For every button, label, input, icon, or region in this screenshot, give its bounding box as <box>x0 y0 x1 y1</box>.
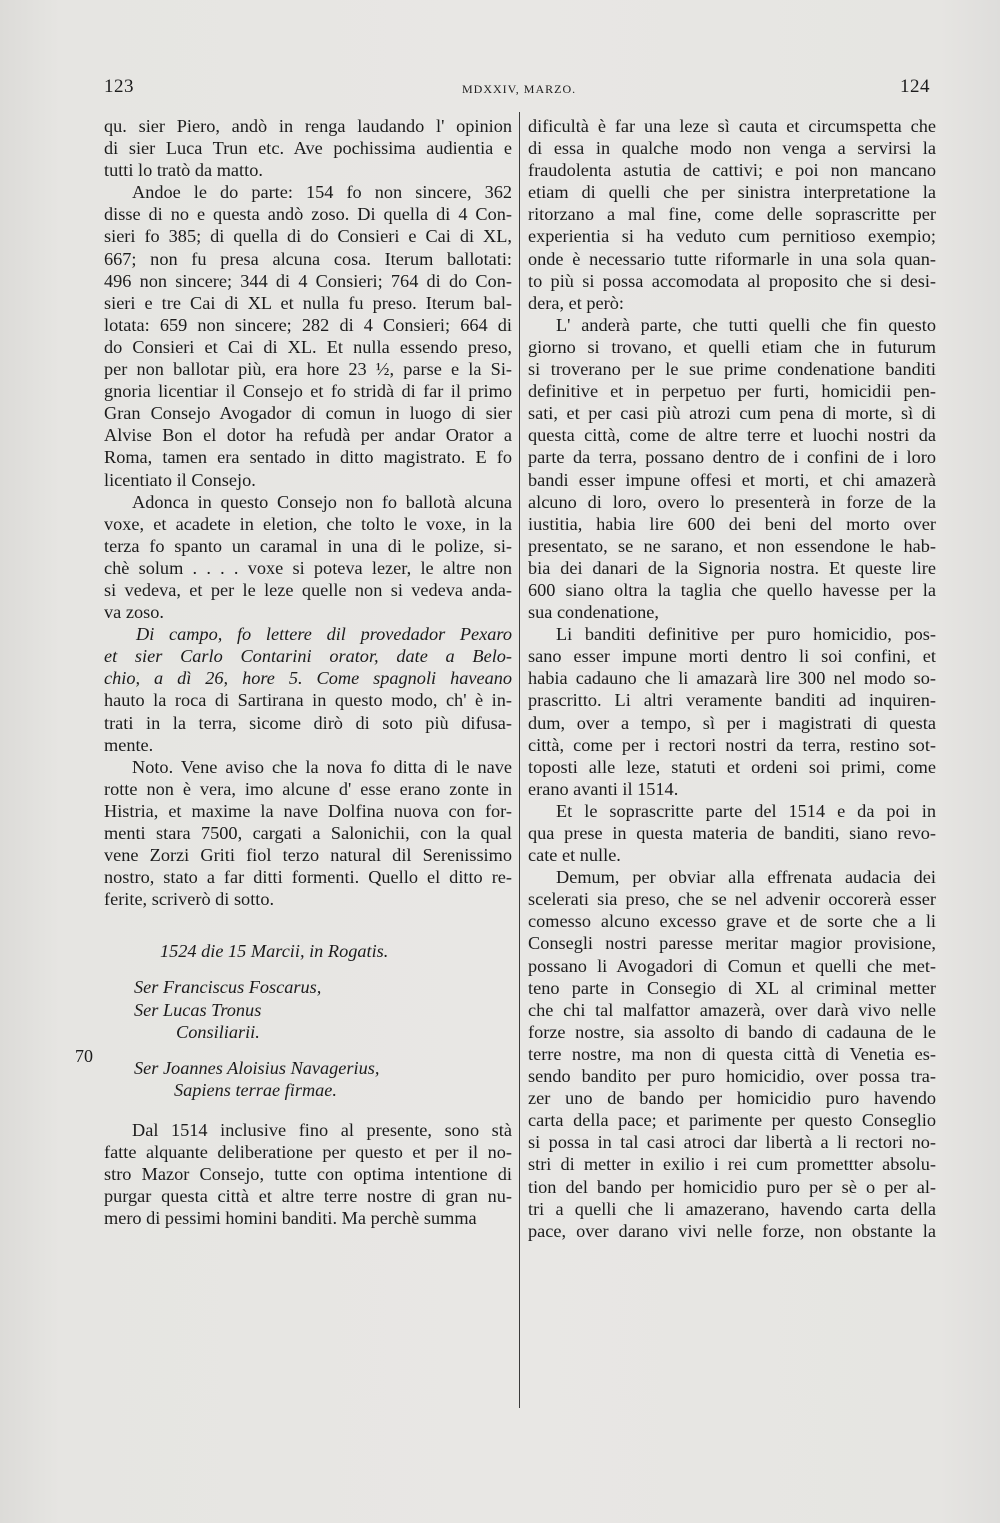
right-column-line: L' anderà parte, che tutti quelli che fin questo <box>556 314 936 335</box>
right-column-line: possano li Avogadori di Comun et quelli che met- <box>528 955 936 976</box>
left-column-line: Histria, et maxime la nave Dolfina nuova con for- <box>104 800 512 821</box>
right-column-line: dera, et però: <box>528 292 624 313</box>
right-column-line: scelerati sia preso, che se nel advenir occorerà esser <box>528 889 936 910</box>
left-column-line: Di campo, fo lettere dil provedador Pexaro <box>136 624 512 645</box>
right-column-line: Et le soprascritte parte del 1514 e da poi in <box>556 800 936 821</box>
left-column-line: hauto la roca di Sartirana in questo modo, ch' è in- <box>104 690 512 711</box>
left-column-line: Sapiens terrae firmae. <box>174 1079 337 1100</box>
right-column-line: etiam di quelli che per sinistra interpretatione la <box>528 182 936 203</box>
right-column-line: si troverano per le sue prime condenatione banditi <box>528 359 936 380</box>
page-number-left: 123 <box>104 76 134 97</box>
right-column-line: fraudolenta astutia de cattivi; e poi non mancano <box>528 160 936 181</box>
left-column-line: Adonca in questo Consejo non fo ballotà alcuna <box>132 491 512 512</box>
right-column-line: to più si possa accomodata al proposito che si desi- <box>528 270 936 291</box>
left-column-line: Roma, tamen era sentado in ditto magistrato. E fo <box>104 447 512 468</box>
left-column-line: lotata: 659 non sincere; 282 di 4 Consieri; 664 di <box>104 314 512 335</box>
left-column-line: chio, a dì 26, hore 5. Come spagnoli haveano <box>104 668 512 689</box>
left-column-line: 496 non sincere; 344 di 4 Consieri; 764 di do Con- <box>104 270 512 291</box>
right-column-line: 600 siano oltra la taglia che quello havesse per la <box>528 579 936 600</box>
left-column-line: disse di no e questa andò zoso. Di quella di 4 Con- <box>104 204 512 225</box>
left-column-line: terza fo spanto un caramal in una di le polize, si- <box>104 535 512 556</box>
right-column-line: zer uno de bando per homicidio puro havendo <box>528 1088 936 1109</box>
right-column-line: stri di metter in exilio i rei cum promettter absolu- <box>528 1154 936 1175</box>
left-column-line: do Consieri et Cai di XL. Et nulla essendo preso, <box>104 336 512 357</box>
left-column-line: vene Zorzi Griti fiol terzo natural dil Serenissimo <box>104 845 512 866</box>
right-column-line: dum, over a tempo, sì per i magistrati di questa <box>528 712 936 733</box>
right-column-line: sano esser impune morti dentro li soi confini, et <box>528 646 936 667</box>
left-column-line: fatte alquante deliberatione per questo et per il no- <box>104 1142 512 1163</box>
right-column-line: giorno si trovano, et quelli etiam che in futurum <box>528 336 936 357</box>
left-column-line: Noto. Vene aviso che la nova fo ditta di le nave <box>132 756 512 777</box>
right-column-line: bandi esser impune offesi et morti, et chi amazerà <box>528 469 936 490</box>
right-column-line: terre nostre, ma non di questa città di Venetia es- <box>528 1043 936 1064</box>
right-column-line: iustitia, habia lire 600 dei beni del morto over <box>528 513 936 534</box>
right-column-line: prascritto. Li altri veramente banditi ad inquiren- <box>528 690 936 711</box>
margin-number: 70 <box>75 1046 93 1066</box>
left-column-line: rotte non è vera, imo alcune d' esse erano zonte in <box>104 778 512 799</box>
left-column-line: nostro, stato a far ditti formenti. Quello el ditto re- <box>104 867 512 888</box>
left-column-line: gnoria licentiar il Consejo et fo stridà di far il primo <box>104 381 512 402</box>
right-column-line: qua prese in questa materia de banditi, siano revo- <box>528 823 936 843</box>
left-column-line: menti stara 7500, cargati a Salonichii, con la qual <box>104 823 512 843</box>
right-column-line: forze nostre, sia assolto di bando di cadauna de le <box>528 1021 936 1042</box>
left-column-line: tutti lo tratò da matto. <box>104 160 263 181</box>
left-column-line: purgar questa città et altre terre nostre di gran nu- <box>104 1186 512 1207</box>
right-column-line: sati, et per casi più atrozi cum pena di morte, sì di <box>528 403 936 424</box>
right-column-line: tion del bando per homicidio puro per sè o per al- <box>528 1176 936 1197</box>
left-column-line: mero di pessimi homini banditi. Ma perchè summa <box>104 1208 477 1229</box>
right-column-line: Li banditi definitive per puro homicidio, pos- <box>556 624 936 645</box>
column-divider <box>519 112 520 1408</box>
right-column-line: onde è necessario tutte riformarle in una sola quan- <box>528 248 936 269</box>
right-column-line: cate et nulle. <box>528 845 621 866</box>
left-column-line: si vedeva, et per le leze quelle non si vedeva anda- <box>104 579 512 600</box>
right-column-line: Consegli nostri paresse meritar magior provisione, <box>528 933 936 954</box>
right-column-line: parte da terra, possano dentro de i confini de i loro <box>528 447 936 468</box>
left-column-line: qu. sier Piero, andò in renga laudando l' opinion <box>104 116 512 136</box>
right-column-line: bia dei danari de la Signoria nostra. Et queste lire <box>528 557 936 578</box>
left-column-line: va zoso. <box>104 602 164 623</box>
left-column-line: per non ballotar più, era hore 23 ½, parse e la Si- <box>104 359 512 380</box>
left-column-line: stro Mazor Consejo, tutte con optima intentione di <box>104 1164 512 1185</box>
right-column-line: toposti alle leze, statuti et ordeni soi primi, come <box>528 756 936 777</box>
right-column-line: definitive et in perpetuo per furti, homicidii pen- <box>528 381 936 402</box>
left-column-line: et sier Carlo Contarini orator, date a Belo- <box>104 646 512 667</box>
left-column-line: Consiliarii. <box>176 1021 260 1042</box>
right-column-line: experientia si ha veduto cum pernitioso exempio; <box>528 226 936 247</box>
left-column-line: Ser Franciscus Foscarus, <box>134 977 322 998</box>
left-column-line: voxe, et acadete in eletion, che tolto le voxe, in la <box>104 513 512 534</box>
right-column-line: Demum, per obviar alla effrenata audacia dei <box>556 867 936 888</box>
left-column-line: chè solum . . . . voxe si poteva lezer, le altre non <box>104 557 512 578</box>
right-column-line: città, come per i rectori nostri da terra, restino sot- <box>528 734 936 755</box>
left-column-line: 667; non fu presa alcuna cosa. Iterum ballotati: <box>104 248 512 269</box>
right-column-line: ritorzano a mal fine, come delle soprascritte per <box>528 204 936 225</box>
left-column-line: Ser Joannes Aloisius Navagerius, <box>134 1057 380 1078</box>
right-column-line: dificultà è far una leze sì cauta et circumspetta che <box>528 116 936 136</box>
right-column-line: alcuno di loro, overo lo presenterà in forze de la <box>528 491 936 512</box>
left-column-line: sieri e tre Cai di XL et nulla fu preso. Iterum bal- <box>104 292 512 313</box>
left-column-line: di sier Luca Trun etc. Ave pochissima audientia e <box>104 138 512 159</box>
running-head: MDXXIV, MARZO. <box>462 82 577 96</box>
right-column-line: pace, over darano vivi nelle forze, non obstante la <box>528 1220 936 1241</box>
right-column-line: si possa in tal casi atroci dar libertà a li rectori no- <box>528 1132 936 1153</box>
left-column-line: 1524 die 15 Marcii, in Rogatis. <box>160 941 389 962</box>
right-column-line: habia cadauno che li amazarà lire 300 nel modo so- <box>528 668 936 689</box>
page-number-right: 124 <box>900 76 930 97</box>
right-column-line: sendo bandito per puro homicidio, over possa tra- <box>528 1066 936 1087</box>
right-column-line: tri a quelli che li amazerano, havendo carta della <box>528 1198 936 1219</box>
left-column-line: Gran Consejo Avogador di comun in luogo di sier <box>104 403 512 424</box>
left-column-line: Dal 1514 inclusive fino al presente, sono stà <box>132 1119 512 1140</box>
right-column-line: erano avanti il 1514. <box>528 778 679 799</box>
right-column-line: comesso alcuno excesso grave et de sorte che a li <box>528 911 936 932</box>
left-column-line: licentiato il Consejo. <box>104 469 256 490</box>
right-column-line: questa città, come de altre terre et luochi nostri da <box>528 425 936 446</box>
left-column-line: mente. <box>104 734 154 755</box>
left-column-line: sieri fo 385; di quella di do Consieri e Cai di XL, <box>104 226 512 247</box>
left-column <box>104 115 512 1229</box>
left-column-line: Andoe le do parte: 154 fo non sincere, 362 <box>132 182 512 203</box>
right-column-line: carta della pace; et parimente per questo Conseglio <box>528 1110 936 1131</box>
left-column-line: ferite, scriverò di sotto. <box>104 889 275 910</box>
right-column-line: teno parte in Consegio di XL al criminal metter <box>528 977 936 998</box>
right-column-line: di essa in qualche modo non venga a servirsi la <box>528 138 936 159</box>
left-column-line: Ser Lucas Tronus <box>134 999 262 1020</box>
left-column-line: Alvise Bon el dotor ha refudà per andar Orator a <box>104 425 512 446</box>
right-column-line: presentato, se ne sarano, et non essendone le hab- <box>528 535 936 556</box>
left-column-line: trati in la terra, sicome dirò di soto più difusa- <box>104 712 512 733</box>
right-column-line: sua condenatione, <box>528 602 659 623</box>
right-column-line: che chi tal malfattor amazerà, over darà vivo nelle <box>528 999 936 1020</box>
right-column <box>528 115 936 1242</box>
